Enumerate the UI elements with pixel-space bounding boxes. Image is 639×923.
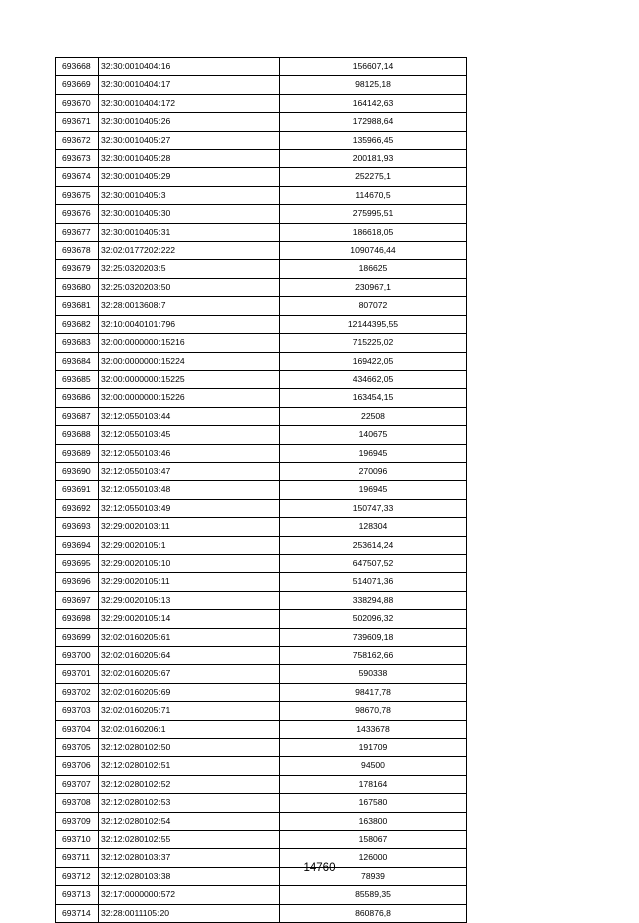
cadastral-number-cell: 32:30:0010404:16 [99, 58, 280, 76]
cadastral-number-cell: 32:25:0320203:50 [99, 278, 280, 296]
cadastral-number-cell: 32:12:0550103:49 [99, 499, 280, 517]
value-cell: 252275,1 [280, 168, 467, 186]
value-cell: 164142,63 [280, 94, 467, 112]
value-cell: 22508 [280, 407, 467, 425]
table-row [56, 683, 467, 701]
row-id-cell: 693675 [56, 186, 99, 204]
cadastral-number-cell: 32:30:0010405:28 [99, 150, 280, 168]
cadastral-number-cell: 32:30:0010405:26 [99, 113, 280, 131]
value-cell: 514071,36 [280, 573, 467, 591]
cadastral-number-cell: 32:30:0010405:3 [99, 186, 280, 204]
table-row [56, 334, 467, 352]
row-id-cell: 693684 [56, 352, 99, 370]
row-id-cell: 693700 [56, 647, 99, 665]
cadastral-number-cell: 32:12:0550103:44 [99, 407, 280, 425]
value-cell: 758162,66 [280, 647, 467, 665]
table-row [56, 168, 467, 186]
row-id-cell: 693688 [56, 426, 99, 444]
value-cell: 1090746,44 [280, 242, 467, 260]
row-id-cell: 693707 [56, 775, 99, 793]
table-row [56, 58, 467, 76]
cadastral-number-cell: 32:30:0010404:172 [99, 94, 280, 112]
value-cell: 191709 [280, 739, 467, 757]
row-id-cell: 693714 [56, 904, 99, 922]
cadastral-number-cell: 32:00:0000000:15226 [99, 389, 280, 407]
table-row [56, 481, 467, 499]
cadastral-number-cell: 32:29:0020105:13 [99, 591, 280, 609]
cadastral-number-cell: 32:29:0020103:11 [99, 518, 280, 536]
table-row [56, 554, 467, 572]
row-id-cell: 693694 [56, 536, 99, 554]
cadastral-number-cell: 32:30:0010405:27 [99, 131, 280, 149]
value-cell: 647507,52 [280, 554, 467, 572]
table-row [56, 610, 467, 628]
row-id-cell: 693678 [56, 242, 99, 260]
row-id-cell: 693704 [56, 720, 99, 738]
cadastral-number-cell: 32:02:0160205:64 [99, 647, 280, 665]
row-id-cell: 693709 [56, 812, 99, 830]
cadastral-number-cell: 32:02:0177202:222 [99, 242, 280, 260]
table-row [56, 407, 467, 425]
value-cell: 158067 [280, 831, 467, 849]
value-cell: 1433678 [280, 720, 467, 738]
value-cell: 186625 [280, 260, 467, 278]
value-cell: 186618,05 [280, 223, 467, 241]
table-row [56, 205, 467, 223]
table-row [56, 536, 467, 554]
cadastral-number-cell: 32:30:0010404:17 [99, 76, 280, 94]
table-row [56, 94, 467, 112]
value-cell: 196945 [280, 481, 467, 499]
table-row [56, 352, 467, 370]
value-cell: 275995,51 [280, 205, 467, 223]
row-id-cell: 693668 [56, 58, 99, 76]
cadastral-number-cell: 32:12:0280102:52 [99, 775, 280, 793]
row-id-cell: 693685 [56, 370, 99, 388]
row-id-cell: 693692 [56, 499, 99, 517]
value-cell: 150747,33 [280, 499, 467, 517]
row-id-cell: 693711 [56, 849, 99, 867]
cadastral-number-cell: 32:25:0320203:5 [99, 260, 280, 278]
value-cell: 126000 [280, 849, 467, 867]
row-id-cell: 693689 [56, 444, 99, 462]
table-row [56, 76, 467, 94]
row-id-cell: 693683 [56, 334, 99, 352]
row-id-cell: 693702 [56, 683, 99, 701]
table-row [56, 297, 467, 315]
table-row [56, 647, 467, 665]
data-table [55, 57, 467, 923]
row-id-cell: 693693 [56, 518, 99, 536]
row-id-cell: 693681 [56, 297, 99, 315]
table-row [56, 794, 467, 812]
value-cell: 128304 [280, 518, 467, 536]
value-cell: 98417,78 [280, 683, 467, 701]
cadastral-number-cell: 32:12:0280102:53 [99, 794, 280, 812]
row-id-cell: 693670 [56, 94, 99, 112]
row-id-cell: 693669 [56, 76, 99, 94]
cadastral-number-cell: 32:12:0280102:51 [99, 757, 280, 775]
row-id-cell: 693705 [56, 739, 99, 757]
cadastral-number-cell: 32:12:0550103:45 [99, 426, 280, 444]
page-number: 14760 [303, 862, 336, 874]
row-id-cell: 693676 [56, 205, 99, 223]
cadastral-number-cell: 32:00:0000000:15216 [99, 334, 280, 352]
value-cell: 434662,05 [280, 370, 467, 388]
table-row [56, 739, 467, 757]
table-row [56, 628, 467, 646]
row-id-cell: 693682 [56, 315, 99, 333]
cadastral-number-cell: 32:12:0550103:47 [99, 462, 280, 480]
table-row [56, 186, 467, 204]
table-row [56, 389, 467, 407]
row-id-cell: 693698 [56, 610, 99, 628]
table-row [56, 426, 467, 444]
row-id-cell: 693687 [56, 407, 99, 425]
value-cell: 140675 [280, 426, 467, 444]
table-row [56, 499, 467, 517]
value-cell: 167580 [280, 794, 467, 812]
value-cell: 12144395,55 [280, 315, 467, 333]
value-cell: 715225,02 [280, 334, 467, 352]
value-cell: 338294,88 [280, 591, 467, 609]
table-row [56, 720, 467, 738]
cadastral-number-cell: 32:29:0020105:10 [99, 554, 280, 572]
row-id-cell: 693671 [56, 113, 99, 131]
cadastral-number-cell: 32:30:0010405:30 [99, 205, 280, 223]
value-cell: 590338 [280, 665, 467, 683]
value-cell: 94500 [280, 757, 467, 775]
value-cell: 860876,8 [280, 904, 467, 922]
row-id-cell: 693703 [56, 702, 99, 720]
table-body [56, 58, 467, 923]
table-row [56, 223, 467, 241]
table-row [56, 518, 467, 536]
cadastral-number-cell: 32:12:0280103:38 [99, 867, 280, 885]
value-cell: 270096 [280, 462, 467, 480]
row-id-cell: 693679 [56, 260, 99, 278]
row-id-cell: 693673 [56, 150, 99, 168]
cadastral-number-cell: 32:12:0550103:46 [99, 444, 280, 462]
table-row [56, 242, 467, 260]
row-id-cell: 693672 [56, 131, 99, 149]
table-row [56, 444, 467, 462]
table-row [56, 260, 467, 278]
table-row [56, 315, 467, 333]
table-row [56, 150, 467, 168]
cadastral-number-cell: 32:29:0020105:11 [99, 573, 280, 591]
table-row [56, 591, 467, 609]
value-cell: 230967,1 [280, 278, 467, 296]
value-cell: 98670,78 [280, 702, 467, 720]
value-cell: 163800 [280, 812, 467, 830]
value-cell: 196945 [280, 444, 467, 462]
value-cell: 807072 [280, 297, 467, 315]
table-row [56, 886, 467, 904]
table-row [56, 370, 467, 388]
cadastral-number-cell: 32:12:0280102:50 [99, 739, 280, 757]
value-cell: 114670,5 [280, 186, 467, 204]
cadastral-number-cell: 32:02:0160205:61 [99, 628, 280, 646]
row-id-cell: 693690 [56, 462, 99, 480]
value-cell: 163454,15 [280, 389, 467, 407]
cadastral-number-cell: 32:02:0160206:1 [99, 720, 280, 738]
table-row [56, 113, 467, 131]
cadastral-number-cell: 32:30:0010405:29 [99, 168, 280, 186]
row-id-cell: 693708 [56, 794, 99, 812]
row-id-cell: 693699 [56, 628, 99, 646]
cadastral-number-cell: 32:00:0000000:15224 [99, 352, 280, 370]
row-id-cell: 693712 [56, 867, 99, 885]
row-id-cell: 693701 [56, 665, 99, 683]
value-cell: 172988,64 [280, 113, 467, 131]
cadastral-number-cell: 32:12:0280102:54 [99, 812, 280, 830]
cadastral-number-cell: 32:02:0160205:69 [99, 683, 280, 701]
value-cell: 739609,18 [280, 628, 467, 646]
table-row [56, 775, 467, 793]
row-id-cell: 693680 [56, 278, 99, 296]
value-cell: 85589,35 [280, 886, 467, 904]
row-id-cell: 693677 [56, 223, 99, 241]
table-row [56, 831, 467, 849]
cadastral-number-cell: 32:17:0000000:572 [99, 886, 280, 904]
cadastral-number-cell: 32:28:0011105:20 [99, 904, 280, 922]
value-cell: 502096,32 [280, 610, 467, 628]
cadastral-number-cell: 32:10:0040101:796 [99, 315, 280, 333]
value-cell: 200181,93 [280, 150, 467, 168]
row-id-cell: 693697 [56, 591, 99, 609]
table-row [56, 904, 467, 922]
cadastral-number-cell: 32:28:0013608:7 [99, 297, 280, 315]
table-row [56, 131, 467, 149]
row-id-cell: 693706 [56, 757, 99, 775]
table-row [56, 757, 467, 775]
table-row [56, 665, 467, 683]
table-row [56, 702, 467, 720]
cadastral-number-cell: 32:02:0160205:67 [99, 665, 280, 683]
row-id-cell: 693710 [56, 831, 99, 849]
row-id-cell: 693695 [56, 554, 99, 572]
table-row [56, 278, 467, 296]
cadastral-number-cell: 32:12:0550103:48 [99, 481, 280, 499]
cadastral-number-cell: 32:02:0160205:71 [99, 702, 280, 720]
value-cell: 78939 [280, 867, 467, 885]
cadastral-number-cell: 32:29:0020105:14 [99, 610, 280, 628]
value-cell: 98125,18 [280, 76, 467, 94]
table-row [56, 462, 467, 480]
row-id-cell: 693686 [56, 389, 99, 407]
value-cell: 169422,05 [280, 352, 467, 370]
row-id-cell: 693691 [56, 481, 99, 499]
value-cell: 253614,24 [280, 536, 467, 554]
table-row [56, 573, 467, 591]
cadastral-number-cell: 32:12:0280102:55 [99, 831, 280, 849]
table-row [56, 812, 467, 830]
value-cell: 156607,14 [280, 58, 467, 76]
value-cell: 135966,45 [280, 131, 467, 149]
cadastral-number-cell: 32:29:0020105:1 [99, 536, 280, 554]
cadastral-number-cell: 32:00:0000000:15225 [99, 370, 280, 388]
cadastral-number-cell: 32:30:0010405:31 [99, 223, 280, 241]
row-id-cell: 693674 [56, 168, 99, 186]
cadastral-number-cell: 32:12:0280103:37 [99, 849, 280, 867]
row-id-cell: 693696 [56, 573, 99, 591]
row-id-cell: 693713 [56, 886, 99, 904]
value-cell: 178164 [280, 775, 467, 793]
